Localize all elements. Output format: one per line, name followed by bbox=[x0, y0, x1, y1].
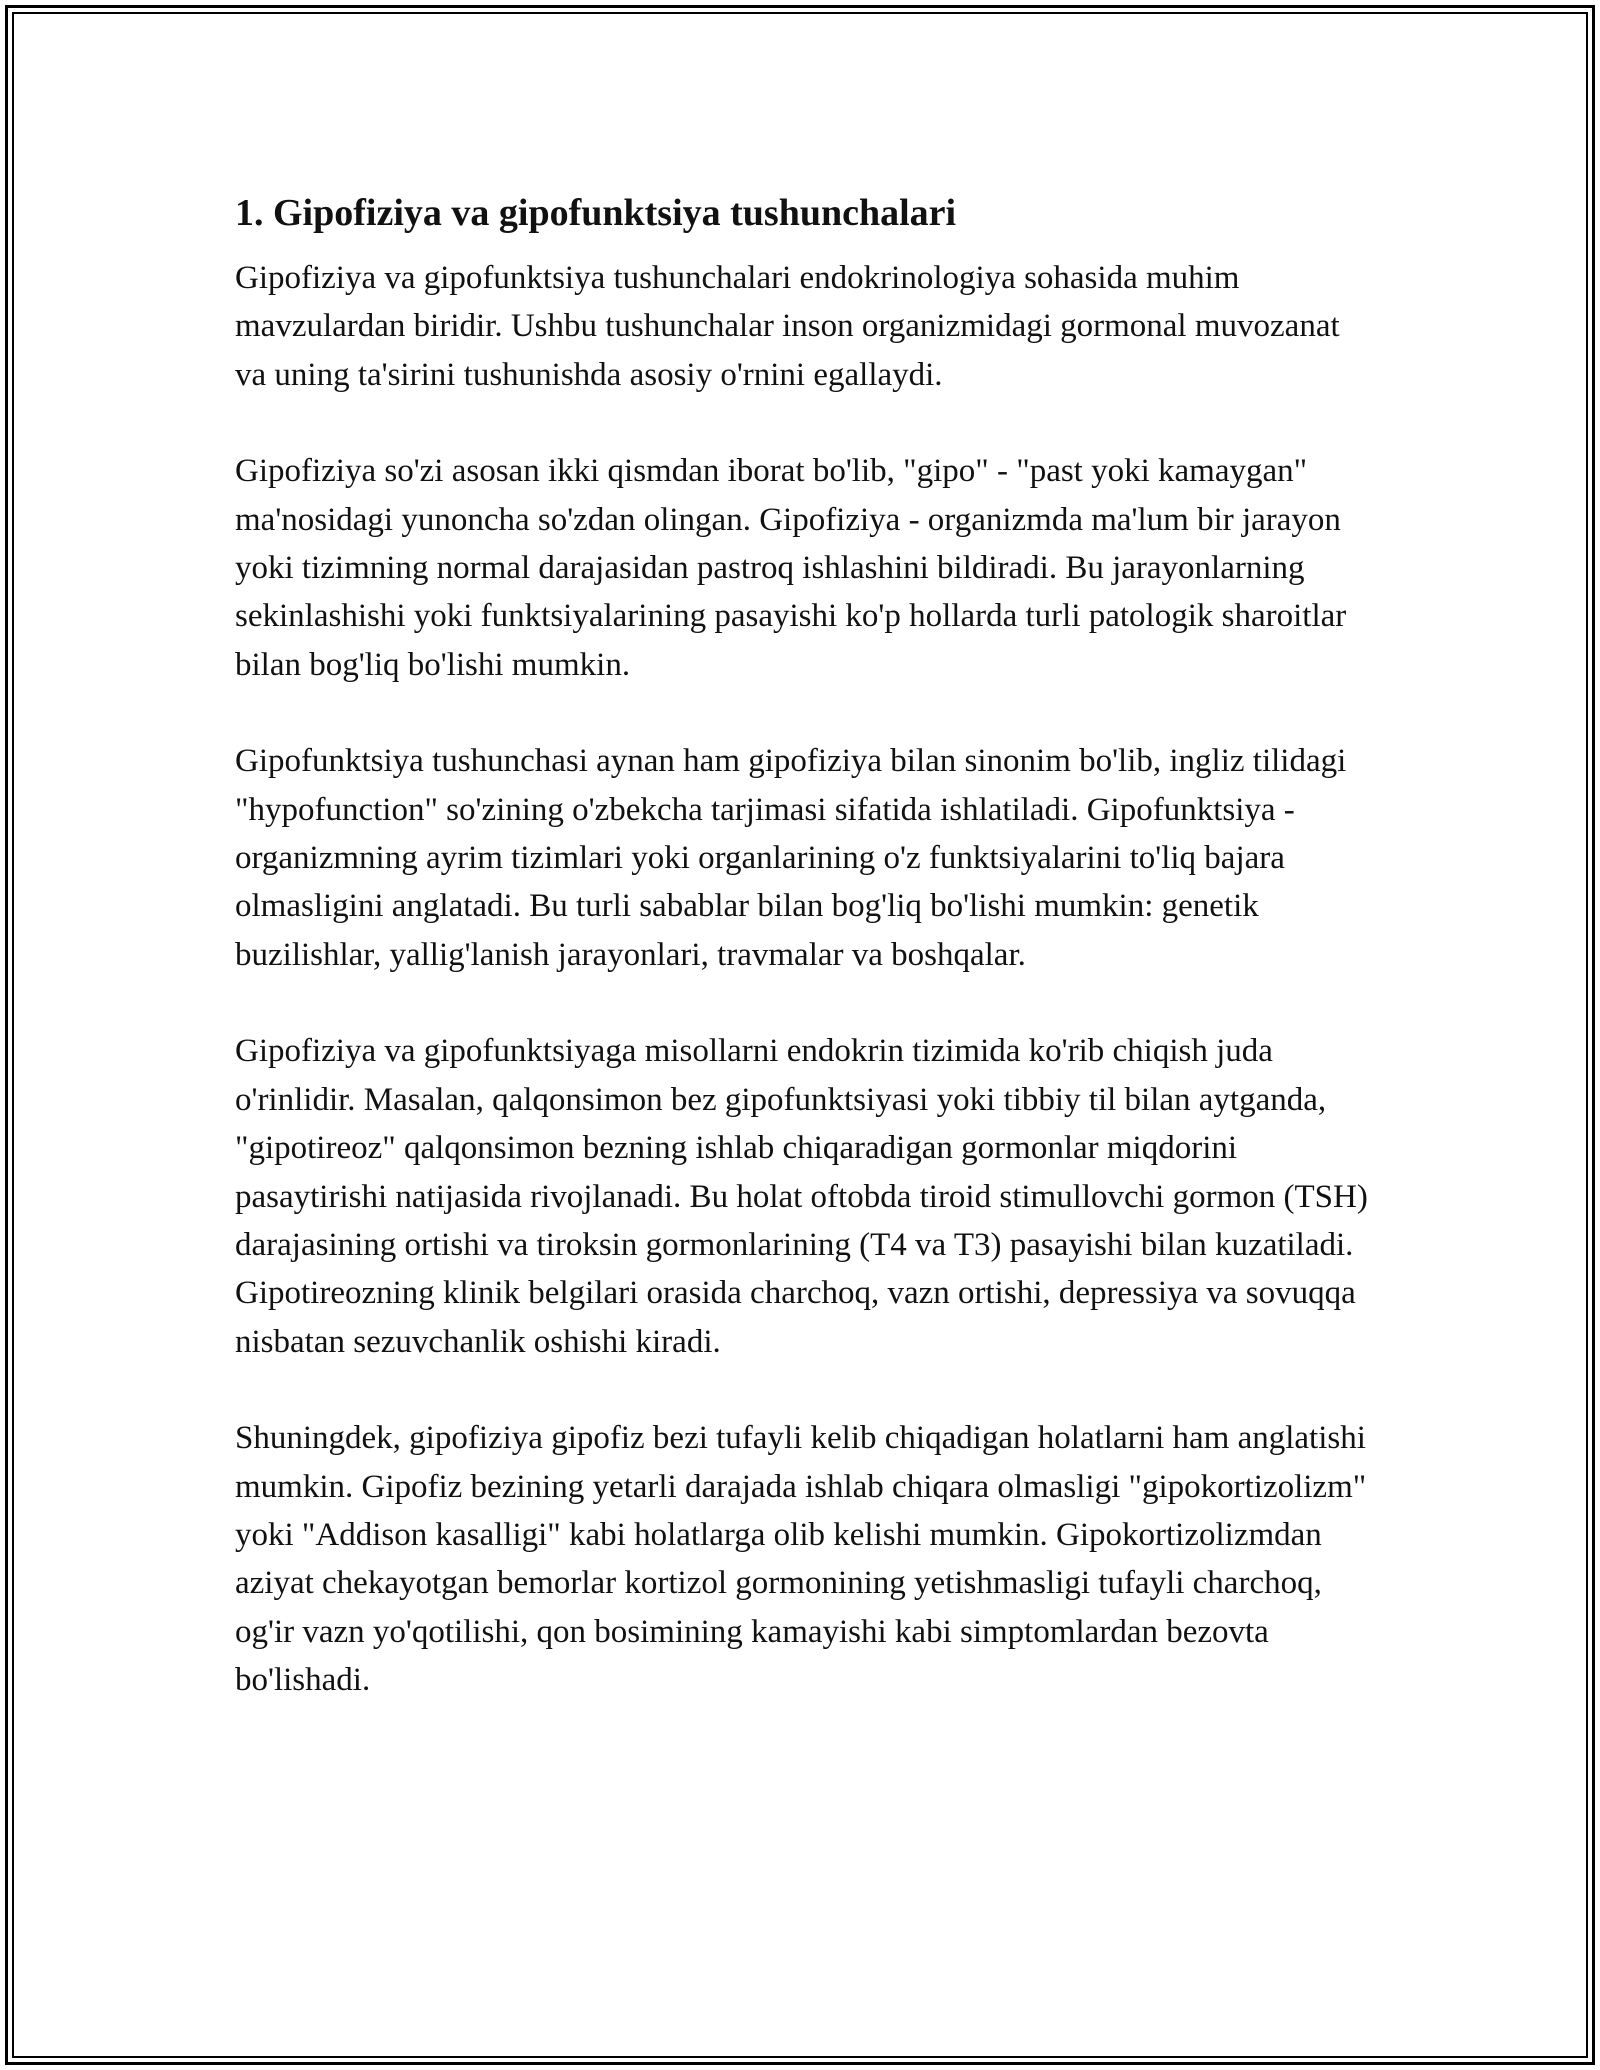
section-heading: 1. Gipofiziya va gipofunktsiya tushunchalari bbox=[235, 192, 957, 234]
paragraph-1: Gipofiziya va gipofunktsiya tushunchalari endokrinologiya sohasida muhim mavzulardan biridir. Ushbu tushunchalar inson organizmidagi gormonal muvozanat va uning ta'sirini tushunishda asosiy o'rnini egallaydi. bbox=[235, 260, 1340, 393]
paragraph-3: Gipofunktsiya tushunchasi aynan ham gipofiziya bilan sinonim bo'lib, ingliz tilidagi "hypofunction" so'zining o'zbekcha tarjimasi sifatida ishlatiladi. Gipofunktsiya - organizmning ayrim tizimlari yoki organlarining o'z funktsiyalarini to'liq bajara olmasligini anglatadi. Bu turli sabablar bilan bog'liq bo'lishi mumkin: genetik buzilishlar, yallig'lanish jarayonlari, travmalar va boshqalar. bbox=[235, 743, 1347, 973]
paragraph-5: Shuningdek, gipofiziya gipofiz bezi tufayli kelib chiqadigan holatlarni ham anglatishi mumkin. Gipofiz bezining yetarli darajada ishlab chiqara olmasligi "gipokortizolizm" yoki "Addison kasalligi" kabi holatlarga olib kelishi mumkin. Gipokortizolizmdan aziyat chekayotgan bemorlar kortizol gormonining yetishmasligi tufayli charchoq, og'ir vazn yo'qotilishi, qon bosimining kamayishi kabi simptomlardan bezovta bo'lishadi. bbox=[235, 1420, 1367, 1699]
paragraph-4: Gipofiziya va gipofunktsiyaga misollarni endokrin tizimida ko'rib chiqish juda o'rinlidir. Masalan, qalqonsimon bez gipofunktsiyasi yoki tibbiy til bilan aytganda, "gipotireoz" qalqonsimon bezning ishlab chiqaradigan gormonlar miqdorini pasaytirishi natijasida rivojlanadi. Bu holat oftobda tiroid stimullovchi gormon (TSH) darajasining ortishi va tiroksin gormonlarining (T4 va T3) pasayishi bilan kuzatiladi. Gipotireozning klinik belgilari orasida charchoq, vazn ortishi, depressiya va sovuqqa nisbatan sezuvchanlik oshishi kiradi. bbox=[235, 1033, 1368, 1360]
paragraph-2: Gipofiziya so'zi asosan ikki qismdan iborat bo'lib, "gipo" - "past yoki kamaygan" ma'nosidagi yunoncha so'zdan olingan. Gipofiziya - organizmda ma'lum bir jarayon yoki tizimning normal darajasidan pastroq ishlashini bildiradi. Bu jarayonlarning sekinlashishi yoki funktsiyalarining pasayishi ko'p hollarda turli patologik sharoitlar bilan bog'liq bo'lishi mumkin. bbox=[235, 453, 1347, 683]
document-body bbox=[235, 188, 1370, 1753]
